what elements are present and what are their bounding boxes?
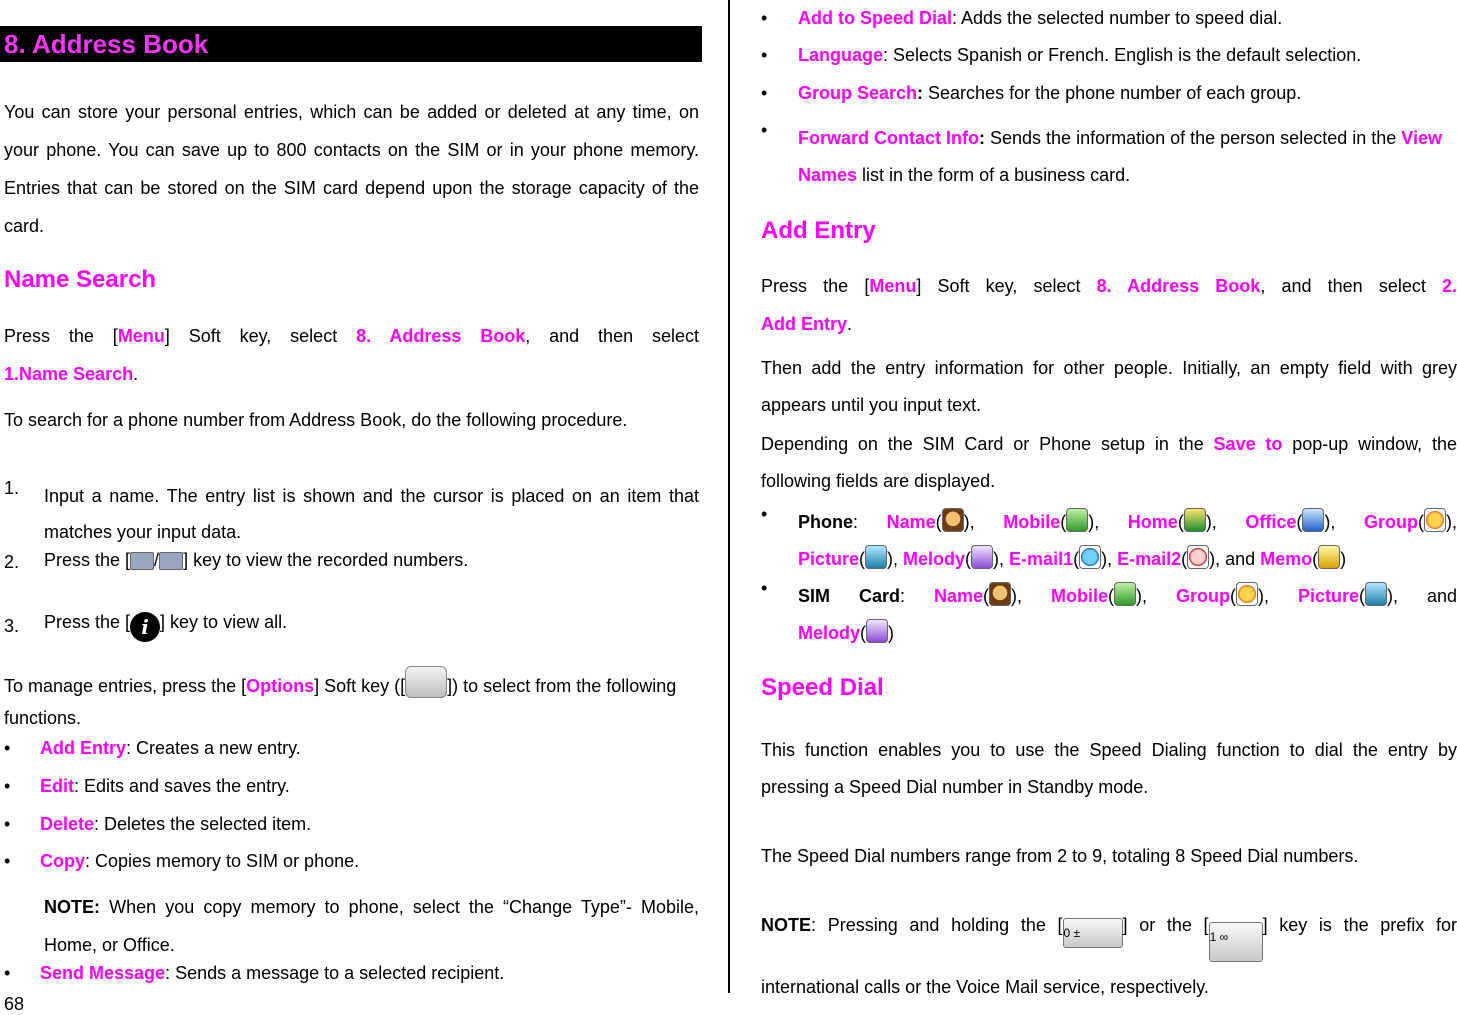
step-3-text: Press the [ i ] key to view all. — [44, 612, 287, 642]
mobile-icon — [1114, 582, 1136, 606]
name-icon — [942, 508, 964, 532]
section-title: 8. Address Book — [0, 26, 702, 62]
one-key-icon: 1 ∞ — [1209, 922, 1263, 962]
name-search-heading: Name Search — [4, 266, 157, 293]
email2-icon — [1187, 545, 1209, 569]
page-number: 68 — [4, 994, 25, 1014]
add-entry-description: Then add the entry information for other people. Initially, an empty field with grey appears until you input text. — [761, 358, 1457, 415]
melody-icon — [971, 545, 993, 569]
add-entry-item: Add Entry. — [761, 314, 853, 334]
list-item: • Edit: Edits and saves the entry. — [4, 776, 290, 796]
step-3-number: 3. — [4, 616, 20, 636]
melody-icon — [866, 619, 888, 643]
list-item: • Add Entry: Creates a new entry. — [4, 738, 301, 758]
intro-paragraph: You can store your personal entries, which can be added or deleted at any time, on your phone. You can save up to 800 contacts on the SIM or in your phone memory. Entries that can be stored on the SIM card depend upon the storage capacity of the card. — [4, 102, 699, 236]
add-entry-instruction: Press the [Menu] Soft key, select 8. Address Book, and then select 2. — [761, 276, 1457, 296]
email1-icon — [1079, 545, 1101, 569]
office-icon — [1302, 508, 1324, 532]
list-item: • Language: Selects Spanish or French. English is the default selection. — [761, 45, 1362, 65]
copy-note: NOTE: When you copy memory to phone, select the “Change Type”- Mobile, Home, or Office. — [44, 897, 699, 955]
info-key-icon: i — [130, 612, 160, 642]
column-divider — [728, 0, 730, 993]
name-icon — [989, 582, 1011, 606]
picture-icon — [1365, 582, 1387, 606]
step-1-text: Input a name. The entry list is shown and the cursor is placed on an item that matches your input data. — [44, 486, 699, 542]
list-item: • Send Message: Sends a message to a selected recipient. — [4, 963, 505, 983]
add-entry-heading: Add Entry — [761, 217, 876, 244]
step-2-text: Press the [ / ] key to view the recorded numbers. — [44, 550, 469, 570]
manage-entries-text: To manage entries, press the [Options] Soft key ([ ]) to select from the following functions. — [4, 666, 699, 734]
list-item: • Group Search: Searches for the phone number of each group. — [761, 83, 1302, 103]
memo-icon — [1318, 545, 1340, 569]
step-1-number: 1. — [4, 478, 20, 498]
list-item: • Copy: Copies memory to SIM or phone. — [4, 851, 360, 871]
step-2-number: 2. — [4, 552, 20, 572]
phonebook-key-icon — [130, 552, 154, 570]
list-item: • Add to Speed Dial: Adds the selected number to speed dial. — [761, 8, 1283, 28]
phonebook-alt-key-icon — [159, 552, 183, 570]
name-search-procedure: To search for a phone number from Address Book, do the following procedure. — [4, 410, 628, 430]
zero-key-icon: 0 ± — [1063, 918, 1123, 948]
save-to-description: Depending on the SIM Card or Phone setup in the Save to pop-up window, the following fields are displayed. — [761, 434, 1457, 491]
options-softkey-icon — [405, 666, 447, 698]
group-icon — [1424, 508, 1446, 532]
list-item: • Forward Contact Info: Sends the information of the person selected in the View Names list in the form of a business card. — [761, 120, 1442, 185]
picture-icon — [865, 545, 887, 569]
home-icon — [1184, 508, 1206, 532]
speed-dial-heading: Speed Dial — [761, 674, 884, 701]
phone-fields: • Phone: Name( ), Mobile( ), Home( ), Office( ), Group( ), Picture( ), Melody( ), E-mail1( ), E-mail2( ), and Memo( ) — [761, 504, 1457, 569]
list-item: • Delete: Deletes the selected item. — [4, 814, 312, 834]
speed-dial-range: The Speed Dial numbers range from 2 to 9, totaling 8 Speed Dial numbers. — [761, 846, 1359, 866]
speed-dial-description: This function enables you to use the Speed Dialing function to dial the entry by pressing a Speed Dial number in Standby mode. — [761, 740, 1457, 797]
group-icon — [1236, 582, 1258, 606]
name-search-instruction: Press the [Menu] Soft key, select 8. Address Book, and then select — [4, 326, 699, 346]
speed-dial-note: NOTE: Pressing and holding the [0 ± ] or the [1 ∞] key is the prefix for international calls or the Voice Mail service, respectively. — [761, 915, 1457, 997]
mobile-icon — [1066, 508, 1088, 532]
name-search-item: 1.Name Search. — [4, 364, 139, 384]
sim-card-fields: • SIM Card: Name( ), Mobile( ), Group( ), Picture( ), and Melody( ) — [761, 578, 1457, 643]
